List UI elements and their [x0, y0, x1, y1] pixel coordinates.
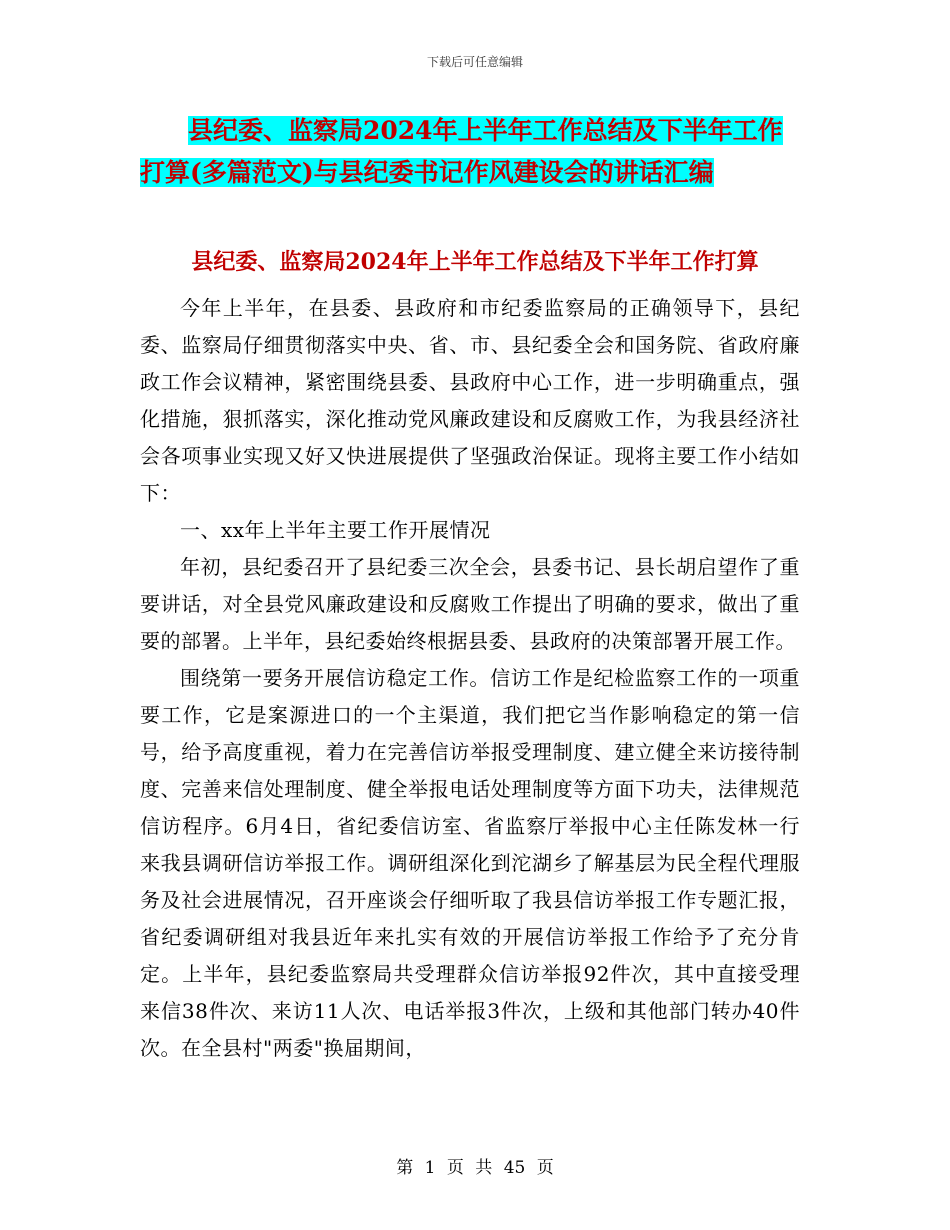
body-text — [140, 290, 800, 1067]
paragraph-petition-work: 围绕第一要务开展信访稳定工作。信访工作是纪检监察工作的一项重要工作，它是案源进口的一个主渠道，我们把它当作影响稳定的第一信号，给予高度重视，着力在完善信访举报受理制度、建立健全来访接待制度、完善来信处理制度、健全举报电话处理制度等方面下功夫，法律规范信访程序。6月4日，省纪委信访室、省监察厅举报中心主任陈发林一行来我县调研信访举报工作。调研组深化到沱湖乡了解基层为民全程代理服务及社会进展情况，召开座谈会仔细听取了我县信访举报工作专题汇报，省纪委调研组对我县近年来扎实有效的开展信访举报工作给予了充分肯定。上半年，县纪委监察局共受理群众信访举报92件次，其中直接受理来信38件次、来访11人次、电话举报3件次，上级和其他部门转办40件次。在全县村"两委"换届期间， — [140, 666, 800, 1060]
paragraph-intro: 今年上半年，在县委、县政府和市纪委监察局的正确领导下，县纪委、监察局仔细贯彻落实中央、省、市、县纪委全会和国务院、省政府廉政工作会议精神，紧密围绕县委、县政府中心工作，进一步明确重点，强化措施，狠抓落实，深化推动党风廉政建设和反腐败工作，为我县经济社会各项事业实现又好又快进展提供了坚强政治保证。现将主要工作小结如下： — [140, 296, 800, 505]
title-highlight-2: 打算(多篇范文)与县纪委书记作风建设会的讲话汇编 — [140, 158, 714, 187]
title-highlight-1: 县纪委、监察局2024年上半年工作总结及下半年工作 — [188, 116, 783, 145]
document-title — [140, 110, 840, 194]
document-title-line-2 — [140, 152, 840, 194]
paragraph-heading-1: 一、xx年上半年主要工作开展情况 — [180, 518, 491, 542]
document-title-line-1 — [140, 110, 840, 152]
section-title: 县纪委、监察局2024年上半年工作总结及下半年工作打算 — [191, 249, 759, 275]
page-header-note: 下载后可任意编辑 — [426, 55, 523, 69]
paragraph-early-year: 年初，县纪委召开了县纪委三次全会，县委书记、县长胡启望作了重要讲话，对全县党风廉政建设和反腐败工作提出了明确的要求，做出了重要的部署。上半年，县纪委始终根据县委、县政府的决策部署开展工作。 — [140, 555, 800, 653]
page-footer: 第 1 页 共 45 页 — [396, 1158, 554, 1178]
